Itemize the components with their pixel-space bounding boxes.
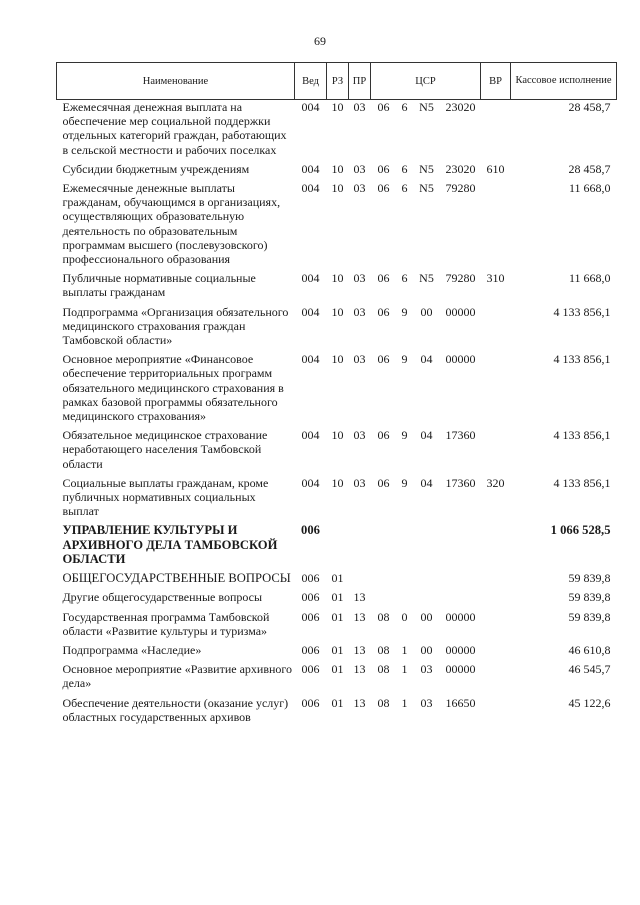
cell-pr: 03 (353, 271, 366, 286)
cell-name: Основное мероприятие «Финансовое обеспечение территориальных программ обязательного медицинского страхования в рамках базовой программы обязательного медицинского страхования» (62, 352, 284, 424)
cell-csr-program: 06 (377, 161, 390, 176)
cell-rz: 01 (331, 642, 344, 657)
cell-csr-direction: 79280 (445, 271, 476, 286)
cell-ved: 006 (301, 523, 320, 538)
cell-vr: 320 (486, 475, 505, 490)
cell-rz: 01 (331, 609, 344, 624)
cell-ved: 004 (301, 428, 320, 443)
cell-csr-program: 08 (377, 609, 390, 624)
table-row (57, 352, 617, 428)
cell-ved: 004 (301, 352, 320, 367)
cell-csr-subprogram (397, 590, 413, 609)
table-row (57, 100, 617, 162)
cell-csr-event: 04 (420, 428, 433, 443)
cell-name: Подпрограмма «Организация обязательного медицинского страхования граждан Тамбовской области» (62, 304, 289, 348)
cell-csr-program: 06 (377, 304, 390, 319)
cell-ved: 004 (301, 161, 320, 176)
cell-rz: 10 (331, 181, 344, 196)
cell-csr-direction: 23020 (445, 161, 476, 176)
cell-csr-program: 06 (377, 352, 390, 367)
cell-csr-program: 06 (377, 475, 390, 490)
cell-amount: 46 610,8 (568, 642, 611, 657)
cell-csr-direction: 00000 (445, 304, 476, 319)
cell-csr-event: 03 (420, 662, 433, 677)
cell-csr-event: N5 (419, 181, 434, 196)
cell-amount: 4 133 856,1 (553, 304, 611, 319)
cell-ved: 006 (301, 662, 320, 677)
cell-name: Публичные нормативные социальные выплаты гражданам (62, 271, 256, 300)
cell-vr (481, 571, 511, 590)
cell-vr (481, 352, 511, 428)
cell-vr (481, 305, 511, 353)
table-row (57, 610, 617, 643)
page-number: 69 (314, 34, 326, 48)
table-row (57, 305, 617, 353)
cell-pr: 13 (353, 609, 366, 624)
cell-rz: 01 (331, 590, 344, 605)
cell-csr-subprogram: 1 (401, 695, 408, 710)
cell-pr: 03 (353, 100, 366, 114)
cell-pr: 03 (353, 181, 366, 196)
cell-ved: 006 (301, 695, 320, 710)
cell-rz: 10 (331, 100, 344, 114)
cell-rz (327, 523, 349, 571)
cell-amount: 4 133 856,1 (553, 352, 611, 367)
cell-rz: 01 (331, 662, 344, 677)
table-row (57, 590, 617, 609)
cell-name: Обязательное медицинское страхование неработающего населения Тамбовской области (62, 428, 268, 471)
cell-name: Социальные выплаты гражданам, кроме публичных нормативных социальных выплат (62, 475, 269, 519)
header-name: Наименование (57, 63, 295, 100)
cell-name: Субсидии бюджетным учреждениям (62, 161, 250, 176)
cell-csr-program: 06 (377, 271, 390, 286)
header-rz: РЗ (327, 63, 349, 100)
cell-amount: 28 458,7 (568, 100, 611, 114)
cell-csr-subprogram: 6 (401, 181, 408, 196)
cell-pr: 03 (353, 475, 366, 490)
cell-ved: 006 (301, 609, 320, 624)
table-row (57, 428, 617, 476)
table-row (57, 271, 617, 304)
cell-csr-subprogram: 6 (401, 100, 408, 114)
cell-name: Ежемесячные денежные выплаты гражданам, обучающимся в организациях, осуществляющих образовательную деятельность по образовательным программам высшего (послевузовского) профессионального образования (62, 181, 281, 267)
cell-name: ОБЩЕГОСУДАРСТВЕННЫЕ ВОПРОСЫ (62, 571, 291, 586)
cell-ved: 006 (301, 571, 320, 586)
cell-csr-subprogram: 9 (401, 428, 408, 443)
cell-name: УПРАВЛЕНИЕ КУЛЬТУРЫ И АРХИВНОГО ДЕЛА ТАМБОВСКОЙ ОБЛАСТИ (62, 523, 278, 566)
cell-pr: 13 (353, 695, 366, 710)
cell-csr-direction: 23020 (445, 100, 476, 114)
cell-csr-event: 00 (420, 609, 433, 624)
cell-csr-event: 04 (420, 475, 433, 490)
header-csr: ЦСР (371, 63, 481, 100)
cell-ved: 004 (301, 181, 320, 196)
cell-ved: 004 (301, 271, 320, 286)
cell-csr-direction: 17360 (445, 428, 476, 443)
cell-csr-direction: 00000 (445, 662, 476, 677)
cell-rz: 10 (331, 352, 344, 367)
cell-csr-direction: 16650 (445, 695, 476, 710)
cell-csr-event (413, 590, 441, 609)
cell-ved: 004 (301, 475, 320, 490)
cell-csr-program (371, 590, 397, 609)
cell-csr-event (413, 523, 441, 571)
cell-amount: 11 668,0 (568, 271, 611, 286)
cell-vr (481, 428, 511, 476)
table-row (57, 696, 617, 729)
cell-pr: 13 (353, 642, 366, 657)
cell-name: Подпрограмма «Наследие» (62, 642, 202, 657)
cell-amount: 59 839,8 (568, 571, 611, 586)
cell-rz: 01 (331, 571, 344, 586)
cell-csr-event (413, 571, 441, 590)
header-kassa: Кассовое исполнение (511, 63, 617, 100)
cell-csr-direction: 00000 (445, 609, 476, 624)
cell-vr (481, 643, 511, 662)
cell-rz: 10 (331, 428, 344, 443)
cell-amount: 4 133 856,1 (553, 475, 611, 490)
cell-pr: 13 (353, 590, 366, 605)
cell-vr (481, 181, 511, 271)
cell-csr-subprogram: 1 (401, 642, 408, 657)
cell-amount: 59 839,8 (568, 609, 611, 624)
cell-csr-subprogram: 6 (401, 161, 408, 176)
table-row (57, 162, 617, 181)
cell-csr-event: N5 (419, 161, 434, 176)
cell-name: Обеспечение деятельности (оказание услуг) областных государственных архивов (62, 695, 289, 724)
cell-name: Государственная программа Тамбовской области «Развитие культуры и туризма» (62, 609, 270, 638)
cell-ved: 004 (301, 304, 320, 319)
cell-amount: 1 066 528,5 (550, 523, 611, 538)
cell-pr: 13 (353, 662, 366, 677)
cell-pr: 03 (353, 428, 366, 443)
table-row (57, 662, 617, 695)
cell-vr (481, 610, 511, 643)
cell-csr-program: 08 (377, 695, 390, 710)
cell-csr-subprogram: 9 (401, 352, 408, 367)
cell-name: Основное мероприятие «Развитие архивного дела» (62, 662, 293, 691)
cell-vr (481, 100, 511, 162)
cell-csr-direction: 00000 (445, 642, 476, 657)
cell-amount: 45 122,6 (568, 695, 611, 710)
header-ved: Вед (295, 63, 327, 100)
cell-amount: 11 668,0 (568, 181, 611, 196)
header-pr: ПР (349, 63, 371, 100)
cell-pr: 03 (353, 161, 366, 176)
cell-csr-event: 04 (420, 352, 433, 367)
cell-csr-event: 00 (420, 642, 433, 657)
cell-ved: 006 (301, 590, 320, 605)
cell-csr-program: 08 (377, 662, 390, 677)
table-row (57, 643, 617, 662)
cell-name: Другие общегосударственные вопросы (62, 590, 263, 605)
cell-rz: 10 (331, 271, 344, 286)
cell-csr-program (371, 523, 397, 571)
cell-vr (481, 696, 511, 729)
cell-csr-program: 08 (377, 642, 390, 657)
cell-csr-subprogram: 9 (401, 475, 408, 490)
table-row (57, 523, 617, 571)
cell-csr-subprogram: 6 (401, 271, 408, 286)
cell-vr (481, 590, 511, 609)
cell-pr: 03 (353, 304, 366, 319)
budget-table (56, 62, 617, 729)
cell-csr-program: 06 (377, 181, 390, 196)
cell-csr-subprogram: 1 (401, 662, 408, 677)
cell-csr-direction (441, 523, 481, 571)
cell-vr (481, 523, 511, 571)
cell-csr-direction: 00000 (445, 352, 476, 367)
header-vr: ВР (481, 63, 511, 100)
table-row (57, 571, 617, 590)
cell-csr-direction (441, 590, 481, 609)
table-row (57, 476, 617, 524)
cell-vr: 610 (486, 161, 505, 176)
cell-rz: 10 (331, 475, 344, 490)
cell-rz: 10 (331, 304, 344, 319)
cell-csr-subprogram: 0 (401, 609, 408, 624)
cell-name: Ежемесячная денежная выплата на обеспечение мер социальной поддержки отдельных категорий граждан, работающих в сельской местности и рабочих поселках (62, 100, 287, 157)
cell-ved: 006 (301, 642, 320, 657)
table-header-row (57, 63, 617, 100)
cell-pr (349, 523, 371, 571)
cell-csr-event: N5 (419, 100, 434, 114)
cell-csr-program (371, 571, 397, 590)
cell-csr-event: 03 (420, 695, 433, 710)
cell-csr-subprogram (397, 523, 413, 571)
cell-rz: 10 (331, 161, 344, 176)
cell-vr: 310 (486, 271, 505, 286)
cell-csr-event: N5 (419, 271, 434, 286)
cell-csr-program: 06 (377, 428, 390, 443)
cell-csr-direction: 17360 (445, 475, 476, 490)
cell-csr-event: 00 (420, 304, 433, 319)
cell-pr: 03 (353, 352, 366, 367)
cell-csr-subprogram (397, 571, 413, 590)
cell-ved: 004 (301, 100, 320, 114)
cell-rz: 01 (331, 695, 344, 710)
cell-csr-direction: 79280 (445, 181, 476, 196)
cell-vr (481, 662, 511, 695)
cell-amount: 59 839,8 (568, 590, 611, 605)
cell-csr-subprogram: 9 (401, 304, 408, 319)
table-row (57, 181, 617, 271)
cell-amount: 46 545,7 (568, 662, 611, 677)
cell-amount: 28 458,7 (568, 161, 611, 176)
cell-csr-program: 06 (377, 100, 390, 114)
cell-pr (349, 571, 371, 590)
cell-csr-direction (441, 571, 481, 590)
cell-amount: 4 133 856,1 (553, 428, 611, 443)
